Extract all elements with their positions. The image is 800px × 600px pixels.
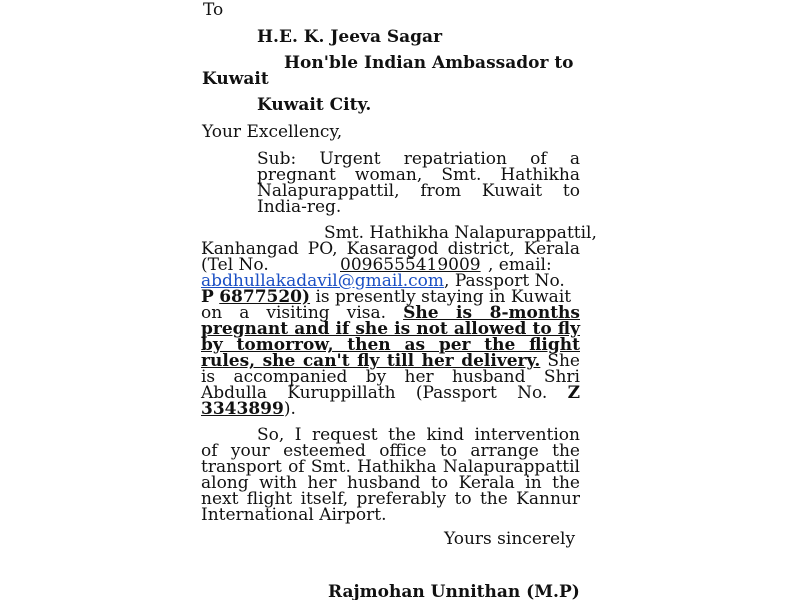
closing: Yours sincerely <box>444 529 576 549</box>
body-p1-line-10: is accompanied by her husband Shri <box>201 367 580 387</box>
highlight-line-2: pregnant and if she is not allowed to fly <box>201 319 580 339</box>
body-p1-line-12b: ). <box>283 399 296 419</box>
body-p1-line-6a: on a visiting visa. <box>201 303 404 323</box>
to-label: To <box>203 0 224 20</box>
signatory: Rajmohan Unnithan (M.P) <box>328 582 580 600</box>
recipient-title-line-1: Hon'ble Indian Ambassador to <box>284 53 574 73</box>
salutation: Your Excellency, <box>202 122 343 142</box>
subject-line-1: Sub: Urgent repatriation of a <box>257 149 580 169</box>
body-p1-line-3b: , email: <box>488 255 552 275</box>
body-p2-line-3: transport of Smt. Hathikha Nalapurappattil <box>201 457 580 477</box>
body-p1-line-9b: She <box>540 351 580 371</box>
recipient-name: H.E. K. Jeeva Sagar <box>257 27 443 47</box>
body-p2-line-6: International Airport. <box>201 505 387 525</box>
body-p2-line-2: of your esteemed office to arrange the <box>201 441 580 461</box>
body-p1-line-11a: Abdulla Kuruppillath (Passport No. <box>201 383 568 403</box>
passport-prefix: P <box>201 287 214 307</box>
highlight-line-3: by tomorrow, then as per the flight <box>201 335 580 355</box>
body-p1-line-4b: , Passport No. <box>444 271 565 291</box>
body-p2-line-5: next flight itself, preferably to the Kannur <box>201 489 580 509</box>
body-p1-line-12 <box>201 399 296 419</box>
body-p1-line-5b: is presently staying in Kuwait <box>310 287 572 307</box>
passport-number: 6877520) <box>219 287 311 307</box>
recipient-city: Kuwait City. <box>257 95 372 115</box>
body-p2-line-4: along with her husband to Kerala in the <box>201 473 580 493</box>
phone-number: 0096555419009 <box>340 255 481 275</box>
body-p1-line-2: Kanhangad PO, Kasaragod district, Kerala <box>201 239 580 259</box>
email-link[interactable]: abdhullakadavil@gmail.com <box>201 271 445 291</box>
subject-line-3: Nalapurappattil, from Kuwait to <box>257 181 580 201</box>
highlight-line-1: She is 8-months <box>403 303 580 323</box>
body-p1-line-3a: (Tel No. <box>201 255 269 275</box>
recipient-title-line-2: Kuwait <box>202 69 269 89</box>
subject-line-4: India-reg. <box>257 197 342 217</box>
husband-passport-number: 3343899 <box>201 399 284 419</box>
subject-line-2: pregnant woman, Smt. Hathikha <box>257 165 580 185</box>
body-p1-line-1: Smt. Hathikha Nalapurappattil, <box>324 223 597 243</box>
body-p2-line-1: So, I request the kind intervention <box>257 425 580 445</box>
highlight-line-4: rules, she can't fly till her delivery. <box>201 351 541 371</box>
husband-passport-prefix: Z <box>567 383 580 403</box>
